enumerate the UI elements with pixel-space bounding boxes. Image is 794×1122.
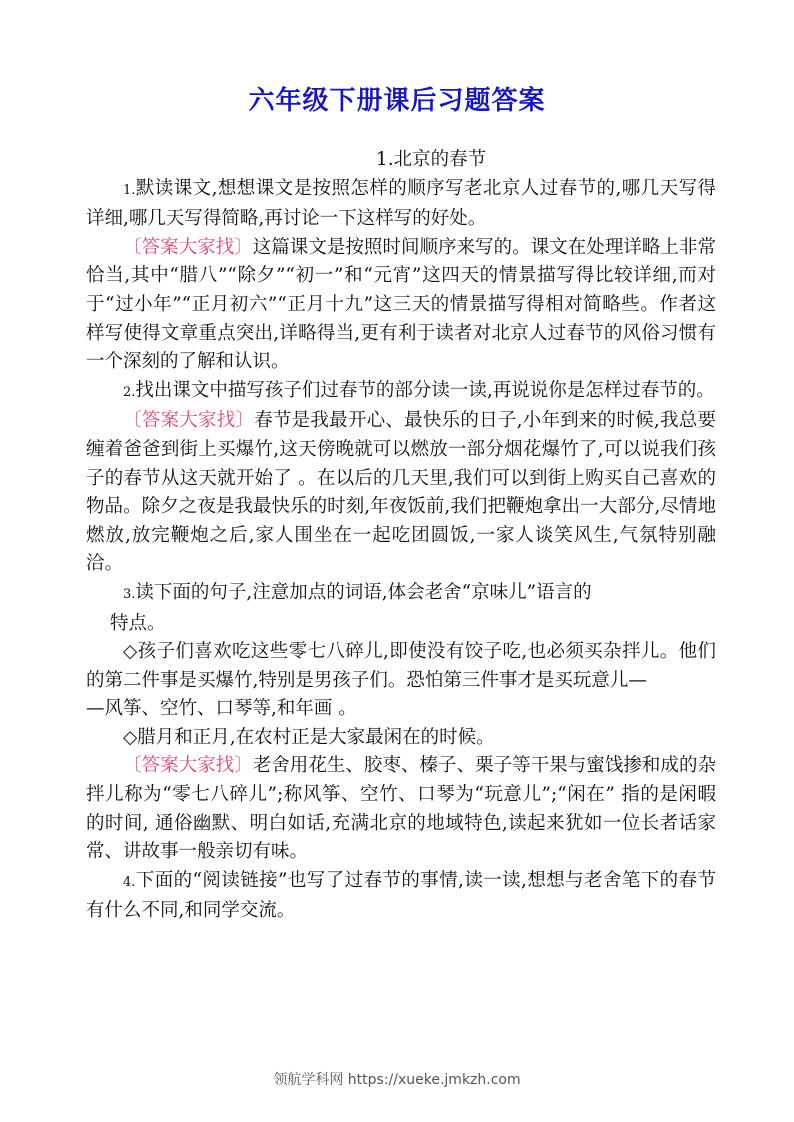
answer-tag: 〔答案大家找〕 — [123, 410, 255, 432]
example-sentence-2: ◇腊月和正月,在农村正是大家最闲在的时候。 — [123, 726, 495, 748]
answer-tag: 〔答案大家找〕 — [123, 755, 253, 777]
question-number: 2. — [123, 384, 136, 400]
document-body — [86, 146, 716, 926]
question-text: 默读课文,想想课文是按照怎样的顺序写老北京人过春节的,哪几天写得详细,哪几天写得简略,再讨论一下这样写的好处。 — [86, 177, 716, 230]
answer-text: 春节是我最开心、最快乐的日子,小年到来的时候,我总要缠着爸爸到街上买爆竹,这天傍晚就可以燃放一部分烟花爆竹了,可以说我们孩子的春节从这天就开始了 。在以后的几天里,我们可以到街上购买自己喜欢的物品。除夕之夜是我最快乐的时刻,年夜饭前,我们把鞭炮拿出一大部分,尽情地燃放,放完鞭炮之后,家人围坐在一起吃团圆饭,一家人谈笑风生,气氛特别融洽。 — [86, 410, 716, 575]
question-1 — [86, 175, 716, 234]
answer-1 — [86, 234, 716, 377]
question-number: 1. — [123, 182, 136, 198]
question-number: 3. — [123, 586, 136, 602]
question-3 — [86, 579, 716, 638]
answer-text: 老舍用花生、胶枣、榛子、栗子等干果与蜜饯掺和成的杂拌儿称为“零七八碎儿”;称风筝、空竹、口琴为“玩意儿”;“闲在” 指的是闲暇的时间, 通俗幽默、明白如话,充满北京的地域特色,读起来犹如一位长者话家常、讲故事一般亲切有味。 — [86, 755, 716, 863]
answer-tag: 〔答案大家找〕 — [123, 236, 253, 258]
question-number: 4. — [123, 874, 136, 890]
example-sentence-1-continued: —风筝、空竹、口琴等,和年画 。 — [86, 698, 357, 720]
question-text: 读下面的句子,注意加点的词语,体会老舍“京味儿”语言的 — [135, 581, 592, 603]
question-text: 下面的“阅读链接”也写了过春节的事情,读一读,想想与老舍笔下的春节有什么不同,和同学交流。 — [86, 869, 716, 922]
answer-text: 这篇课文是按照时间顺序来写的。课文在处理详略上非常恰当,其中“腊八”“除夕”“初一”和“元宵”这四天的情景描写得比较详细,而对于“过小年”“正月初六”“正月十九”这三天的情景描写得相对简略些。作者这样写使得文章重点突出,详略得当,更有利于读者对北京人过春节的风俗习惯有一个深刻的了解和认识。 — [86, 236, 716, 373]
answer-2 — [86, 407, 716, 579]
lesson-title: 1.北京的春节 — [375, 149, 487, 170]
question-4 — [86, 867, 716, 926]
sentence-text: ◇孩子们喜欢吃这些零七八碎儿,即使没有饺子吃,也必须买杂拌儿。他们的第二件事是买爆竹,特别是男孩子们。恐怕第三件事才是买玩意儿— — [86, 641, 716, 691]
footer-source: 领航学科网 https://xueke.jmkzh.com — [273, 1072, 521, 1088]
page-title: 六年级下册课后习题答案 — [248, 86, 546, 116]
example-sentence-1 — [86, 638, 716, 695]
question-text-continued: 特点。 — [110, 612, 166, 634]
question-2 — [86, 377, 716, 408]
answer-3 — [86, 752, 716, 866]
question-text: 找出课文中描写孩子们过春节的部分读一读,再说说你是怎样过春节的。 — [135, 379, 715, 401]
